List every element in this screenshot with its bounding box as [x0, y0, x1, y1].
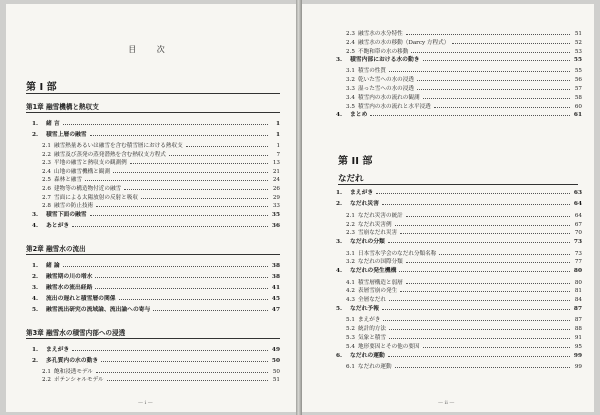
- toc-title: 目 次: [128, 45, 174, 54]
- toc-leader-dots: [186, 146, 268, 147]
- toc-entry-title: なだれの分類: [350, 239, 385, 246]
- toc-entry-page: 51: [272, 377, 280, 384]
- toc-entry-title: まえがき: [358, 317, 381, 324]
- toc-entry-page: 91: [574, 335, 582, 341]
- toc-leader-dots: [399, 271, 570, 272]
- toc-entry-number: 1.: [32, 262, 39, 269]
- toc-entry-title: 日本雪氷学会のなだれ分類名称: [358, 250, 437, 257]
- page-folio: — ii —: [438, 400, 455, 406]
- toc-entry-title: 表層雪崩の発生: [358, 288, 398, 295]
- toc-entry-number: 5.: [32, 306, 39, 313]
- toc-entry-title: 山地の融雪機構と観測: [54, 168, 110, 175]
- toc-entry-page: 1: [276, 143, 280, 149]
- toc-entry: [336, 40, 582, 47]
- toc-entry: [336, 344, 582, 351]
- right-page: [302, 4, 594, 412]
- toc-entry-title: まえがき: [350, 190, 374, 196]
- toc-entry-number: 2.: [32, 273, 39, 280]
- toc-entry-page: 88: [574, 326, 582, 333]
- toc-entry-title: 不飽和帯の水の移動: [358, 48, 409, 55]
- toc-entry-number: 2.4: [42, 168, 51, 175]
- toc-entry-title: 融雪期の川の増水: [46, 273, 93, 280]
- toc-leader-dots: [388, 356, 570, 357]
- toc-entry-number: 2.3: [346, 31, 355, 37]
- toc-leader-dots: [72, 350, 268, 351]
- toc-leader-dots: [434, 107, 570, 108]
- toc-leader-dots: [382, 309, 570, 310]
- toc-leader-dots: [406, 283, 570, 284]
- toc-entry-number: 2.3: [346, 230, 355, 237]
- toc-entry-title: 森林と融雪: [54, 177, 82, 184]
- toc-entry-page: 41: [271, 284, 280, 291]
- toc-entry-title: 融雪水の水の移動（Darcy 方程式）: [358, 39, 450, 46]
- toc-entry: [336, 213, 582, 220]
- chapter-heading: 第1章 融雪機構と熱収支: [26, 103, 99, 111]
- toc-entry-title: 地形要因とその他の要因: [358, 343, 420, 350]
- toc-entry-page: 81: [574, 288, 582, 295]
- toc-entry-page: 1: [275, 132, 280, 138]
- toc-entry-number: 5.2: [346, 326, 355, 333]
- toc-entry-title: 乾いた雪への水の浸透: [358, 77, 414, 84]
- toc-entry-title: 建物等の構造物付近の融雪: [54, 186, 122, 192]
- chapter-heading: 第2章 融雪水の流出: [26, 244, 86, 253]
- toc-entry-title: 気象と積雪: [358, 335, 386, 341]
- toc-entry-number: 2.2: [42, 377, 51, 384]
- toc-entry-number: 2.4: [346, 39, 355, 46]
- toc-entry-number: 4.: [336, 112, 343, 119]
- toc-leader-dots: [96, 206, 268, 207]
- chapter-heading: 第3章 融雪水の積雪内部への浸透: [26, 328, 126, 337]
- toc-entry: [336, 57, 582, 64]
- toc-entry-title: 流出の遅れと積雪層の関係: [46, 295, 116, 302]
- toc-entry: [32, 177, 280, 184]
- toc-entry-page: 49: [271, 346, 280, 353]
- toc-entry-title: 積雪の性質: [358, 68, 386, 75]
- toc-entry: [336, 190, 582, 197]
- toc-entry: [32, 307, 280, 314]
- toc-entry-page: 26: [272, 186, 280, 192]
- toc-entry-page: 52: [574, 39, 582, 46]
- toc-leader-dots: [395, 225, 570, 226]
- toc-entry: [32, 223, 280, 230]
- toc-entry: [336, 230, 582, 237]
- toc-entry: [32, 169, 280, 176]
- toc-entry-page: 38: [271, 262, 280, 269]
- toc-entry-page: 73: [573, 239, 582, 246]
- toc-entry-page: 38: [271, 273, 280, 280]
- toc-entry-title: 積雪下面の融雪: [46, 211, 87, 218]
- toc-entry-page: 50: [271, 357, 280, 364]
- toc-leader-dots: [417, 89, 570, 90]
- toc-entry-page: 55: [573, 57, 582, 64]
- toc-entry-number: 4.3: [346, 297, 355, 304]
- toc-leader-dots: [400, 233, 570, 234]
- left-page: [6, 4, 296, 412]
- part-rule: [26, 93, 280, 94]
- toc-entry-number: 3.1: [346, 68, 355, 75]
- toc-entry: [336, 259, 582, 266]
- toc-entry-title: まえがき: [46, 346, 70, 353]
- toc-entry-page: 95: [574, 343, 582, 350]
- toc-entry: [336, 112, 582, 119]
- toc-entry: [32, 369, 280, 376]
- toc-entry-page: 47: [271, 306, 280, 313]
- toc-leader-dots: [423, 98, 570, 99]
- toc-entry-title: 雪面による太陽放射の反射と吸収: [54, 194, 138, 201]
- toc-leader-dots: [153, 310, 268, 311]
- toc-entry-page: 33: [272, 203, 280, 210]
- toc-entry: [336, 326, 582, 333]
- toc-entry-title: 緒 論: [46, 262, 60, 269]
- toc-entry-number: 4.1: [346, 279, 355, 286]
- toc-leader-dots: [90, 215, 268, 216]
- toc-entry-number: 3.: [336, 239, 343, 246]
- toc-entry-title: なだれの国際分類: [358, 259, 403, 266]
- toc-entry-number: 3.4: [346, 94, 355, 101]
- toc-entry-number: 4.2: [346, 288, 355, 295]
- toc-entry: [336, 222, 582, 229]
- toc-entry: [336, 335, 582, 342]
- toc-entry-page: 60: [574, 103, 582, 110]
- toc-entry-number: 2.1: [346, 212, 355, 219]
- toc-entry: [32, 377, 280, 384]
- toc-leader-dots: [63, 124, 268, 125]
- toc-leader-dots: [90, 135, 268, 136]
- toc-entry-title: 積雪内の水の流れの観測: [358, 94, 420, 101]
- toc-leader-dots: [113, 172, 268, 173]
- toc-leader-dots: [63, 266, 268, 267]
- toc-entry-number: 3.2: [346, 259, 355, 266]
- toc-entry: [32, 285, 280, 292]
- toc-entry: [32, 195, 280, 202]
- toc-entry-number: 2.8: [42, 203, 51, 210]
- toc-entry: [32, 203, 280, 210]
- toc-leader-dots: [389, 71, 570, 72]
- toc-entry-number: 2.1: [42, 368, 51, 375]
- toc-entry-title: 飽和浸透モデル: [54, 368, 93, 375]
- toc-entry-page: 56: [574, 77, 582, 84]
- toc-entry: [32, 160, 280, 167]
- toc-entry: [32, 152, 280, 159]
- toc-entry-title: 積雪内の水の流れと水平浸透: [358, 103, 431, 110]
- toc-entry: [32, 212, 280, 219]
- toc-entry-number: 2.2: [42, 151, 51, 158]
- toc-entry-number: 4.: [32, 222, 39, 229]
- toc-entry-page: 51: [574, 31, 582, 37]
- toc-entry: [336, 49, 582, 56]
- toc-entry-page: 67: [574, 221, 582, 228]
- toc-entry: [32, 274, 280, 281]
- toc-entry-page: 57: [574, 86, 582, 92]
- toc-entry-number: 1.: [32, 121, 39, 127]
- toc-entry-page: 29: [272, 194, 280, 201]
- toc-entry-title: 統計的方法: [358, 326, 386, 333]
- toc-entry: [336, 297, 582, 304]
- toc-entry-number: 5.1: [346, 317, 355, 324]
- toc-entry-page: 35: [271, 211, 280, 218]
- toc-entry-number: 3.: [32, 211, 39, 218]
- toc-entry-title: 雪崩なだれ災害: [358, 230, 398, 237]
- toc-entry-number: 2.2: [346, 221, 355, 228]
- toc-entry-title: なだれの運動: [350, 352, 385, 359]
- toc-entry: [336, 86, 582, 93]
- toc-entry: [336, 239, 582, 246]
- toc-entry: [336, 77, 582, 84]
- toc-entry-page: 45: [271, 295, 280, 302]
- toc-leader-dots: [411, 52, 570, 53]
- toc-leader-dots: [107, 380, 268, 381]
- part-heading: 第 II 部: [338, 156, 373, 167]
- toc-entry-number: 2.5: [346, 48, 355, 55]
- toc-entry-page: 64: [573, 201, 582, 208]
- toc-entry-title: なだれの発生機構: [350, 268, 397, 275]
- toc-entry-number: 2.: [32, 357, 39, 364]
- toc-entry-number: 2.7: [42, 194, 51, 201]
- toc-entry: [32, 186, 280, 193]
- chapter-rule: [26, 254, 280, 255]
- toc-entry-page: 87: [573, 306, 582, 312]
- toc-entry-title: 融雪の防止技術: [54, 203, 94, 210]
- toc-entry-number: 3.5: [346, 103, 355, 110]
- toc-entry-page: 63: [573, 190, 582, 196]
- toc-entry: [336, 95, 582, 102]
- toc-leader-dots: [130, 163, 268, 164]
- toc-entry-number: 1.: [336, 190, 343, 196]
- toc-leader-dots: [119, 299, 268, 300]
- toc-leader-dots: [141, 198, 268, 199]
- toc-entry-number: 1.: [32, 346, 39, 353]
- toc-leader-dots: [389, 329, 570, 330]
- toc-entry-title: なだれ災害: [350, 201, 379, 208]
- toc-entry-title: なだれ予報: [350, 306, 379, 312]
- toc-entry-number: 5.3: [346, 335, 355, 341]
- toc-entry-page: 73: [574, 250, 582, 257]
- toc-leader-dots: [423, 60, 570, 61]
- toc-entry-number: 2.: [32, 132, 39, 138]
- toc-entry: [336, 201, 582, 208]
- toc-leader-dots: [169, 155, 268, 156]
- toc-entry-title: なだれの運動: [358, 364, 392, 370]
- toc-entry-title: 積雪層構造と弱層: [358, 279, 403, 286]
- toc-entry-page: 80: [574, 279, 582, 286]
- toc-entry-title: 湿った雪への水の浸透: [358, 86, 414, 92]
- toc-entry-page: 84: [574, 297, 582, 304]
- toc-entry: [336, 353, 582, 360]
- toc-entry-page: 70: [574, 230, 582, 237]
- toc-entry-page: 21: [272, 168, 280, 175]
- toc-entry: [32, 132, 280, 139]
- toc-entry-number: 5.: [336, 306, 343, 312]
- toc-entry-page: 36: [271, 222, 280, 229]
- toc-entry-title: 融雪熱量あるいは融雪を含む積雪層における熱収支: [54, 143, 183, 149]
- toc-leader-dots: [101, 361, 268, 362]
- toc-entry: [32, 143, 280, 150]
- toc-entry-page: 77: [574, 259, 582, 266]
- toc-entry-title: 積雪内部における水の動き: [350, 57, 420, 64]
- toc-entry-title: 融雪流出研究の流域論、流出論への寄与: [46, 306, 151, 313]
- toc-leader-dots: [452, 43, 570, 44]
- toc-entry: [336, 268, 582, 275]
- toc-entry-number: 3.2: [346, 77, 355, 84]
- toc-entry-number: 4.: [32, 295, 39, 302]
- toc-leader-dots: [124, 189, 268, 190]
- toc-leader-dots: [423, 347, 570, 348]
- toc-entry-number: 2.5: [42, 177, 51, 184]
- toc-entry-page: 80: [573, 268, 582, 275]
- section-rule: [338, 184, 578, 185]
- chapter-rule: [26, 112, 280, 113]
- toc-entry-title: 融雪水の流出経路: [46, 284, 93, 291]
- toc-leader-dots: [406, 216, 570, 217]
- toc-entry-number: 3.: [336, 57, 343, 64]
- toc-entry-title: 多孔質内の水の動き: [46, 357, 99, 364]
- toc-entry: [336, 68, 582, 75]
- toc-leader-dots: [95, 277, 268, 278]
- toc-entry-page: 99: [574, 364, 582, 370]
- toc-leader-dots: [96, 372, 268, 373]
- toc-entry-number: 2.3: [42, 160, 51, 167]
- section-title: なだれ: [338, 174, 364, 184]
- toc-entry: [336, 288, 582, 295]
- toc-entry-page: 55: [574, 68, 582, 75]
- toc-entry-title: 全層なだれ: [358, 297, 386, 304]
- toc-entry-page: 53: [574, 48, 582, 55]
- toc-leader-dots: [376, 193, 570, 194]
- toc-entry-title: あとがき: [46, 222, 70, 229]
- toc-entry: [336, 31, 582, 38]
- toc-entry-number: 4.: [336, 268, 343, 275]
- toc-leader-dots: [85, 180, 268, 181]
- toc-entry-number: 2.6: [42, 186, 51, 192]
- toc-entry-number: 2.1: [42, 143, 51, 149]
- toc-entry-number: 3.3: [346, 86, 355, 92]
- toc-entry-number: 5.4: [346, 343, 355, 350]
- toc-leader-dots: [388, 242, 570, 243]
- toc-entry-page: 1: [275, 121, 280, 127]
- toc-leader-dots: [95, 288, 268, 289]
- chapter-rule: [26, 338, 280, 339]
- toc-entry-title: 融雪及び蒸発の蒸発潜熱を含む熱収支方程式: [54, 151, 166, 158]
- toc-entry-title: ポテンシャルモデル: [54, 377, 104, 384]
- toc-leader-dots: [406, 262, 570, 263]
- toc-entry: [32, 263, 280, 270]
- toc-entry-page: 87: [574, 317, 582, 324]
- page-folio: — i —: [138, 400, 153, 406]
- toc-entry-number: 2.: [336, 201, 343, 208]
- toc-entry: [336, 317, 582, 324]
- toc-entry-page: 7: [276, 151, 280, 158]
- toc-leader-dots: [72, 226, 268, 227]
- part-heading: 第 I 部: [26, 82, 57, 93]
- toc-entry-title: なだれ災害の統計: [358, 212, 403, 219]
- toc-entry: [32, 121, 280, 128]
- toc-entry: [336, 280, 582, 287]
- toc-leader-dots: [395, 367, 570, 368]
- toc-leader-dots: [383, 320, 570, 321]
- toc-entry-page: 99: [573, 352, 582, 359]
- toc-entry-page: 58: [574, 94, 582, 101]
- toc-leader-dots: [417, 80, 570, 81]
- toc-entry-page: 50: [272, 368, 280, 375]
- toc-entry-title: まとめ: [350, 112, 368, 119]
- toc-entry-title: 平地の融雪と熱収支の観測例: [54, 160, 127, 167]
- toc-leader-dots: [400, 291, 570, 292]
- toc-entry-title: 融雪水の水分特性: [358, 31, 403, 37]
- toc-entry-title: 積雪上層の融雪: [46, 132, 87, 138]
- toc-entry-page: 64: [574, 212, 582, 219]
- toc-entry: [32, 347, 280, 354]
- toc-entry-number: 3.: [32, 284, 39, 291]
- toc-leader-dots: [382, 204, 570, 205]
- toc-entry: [336, 306, 582, 313]
- toc-entry: [336, 251, 582, 258]
- toc-leader-dots: [439, 254, 570, 255]
- toc-entry: [336, 364, 582, 371]
- toc-leader-dots: [370, 115, 570, 116]
- toc-entry-title: なだれ災害例: [358, 221, 392, 228]
- toc-entry-page: 61: [573, 112, 582, 119]
- toc-entry-title: 緒 言: [46, 121, 60, 127]
- toc-leader-dots: [389, 300, 570, 301]
- toc-entry-page: 24: [272, 177, 280, 184]
- toc-entry-number: 6.: [336, 352, 343, 359]
- toc-leader-dots: [406, 34, 570, 35]
- toc-entry: [336, 104, 582, 111]
- toc-leader-dots: [389, 338, 570, 339]
- toc-entry: [32, 358, 280, 365]
- toc-entry-number: 3.1: [346, 250, 355, 257]
- toc-entry-page: 13: [272, 160, 280, 167]
- toc-entry-number: 6.1: [346, 364, 355, 370]
- toc-entry: [32, 296, 280, 303]
